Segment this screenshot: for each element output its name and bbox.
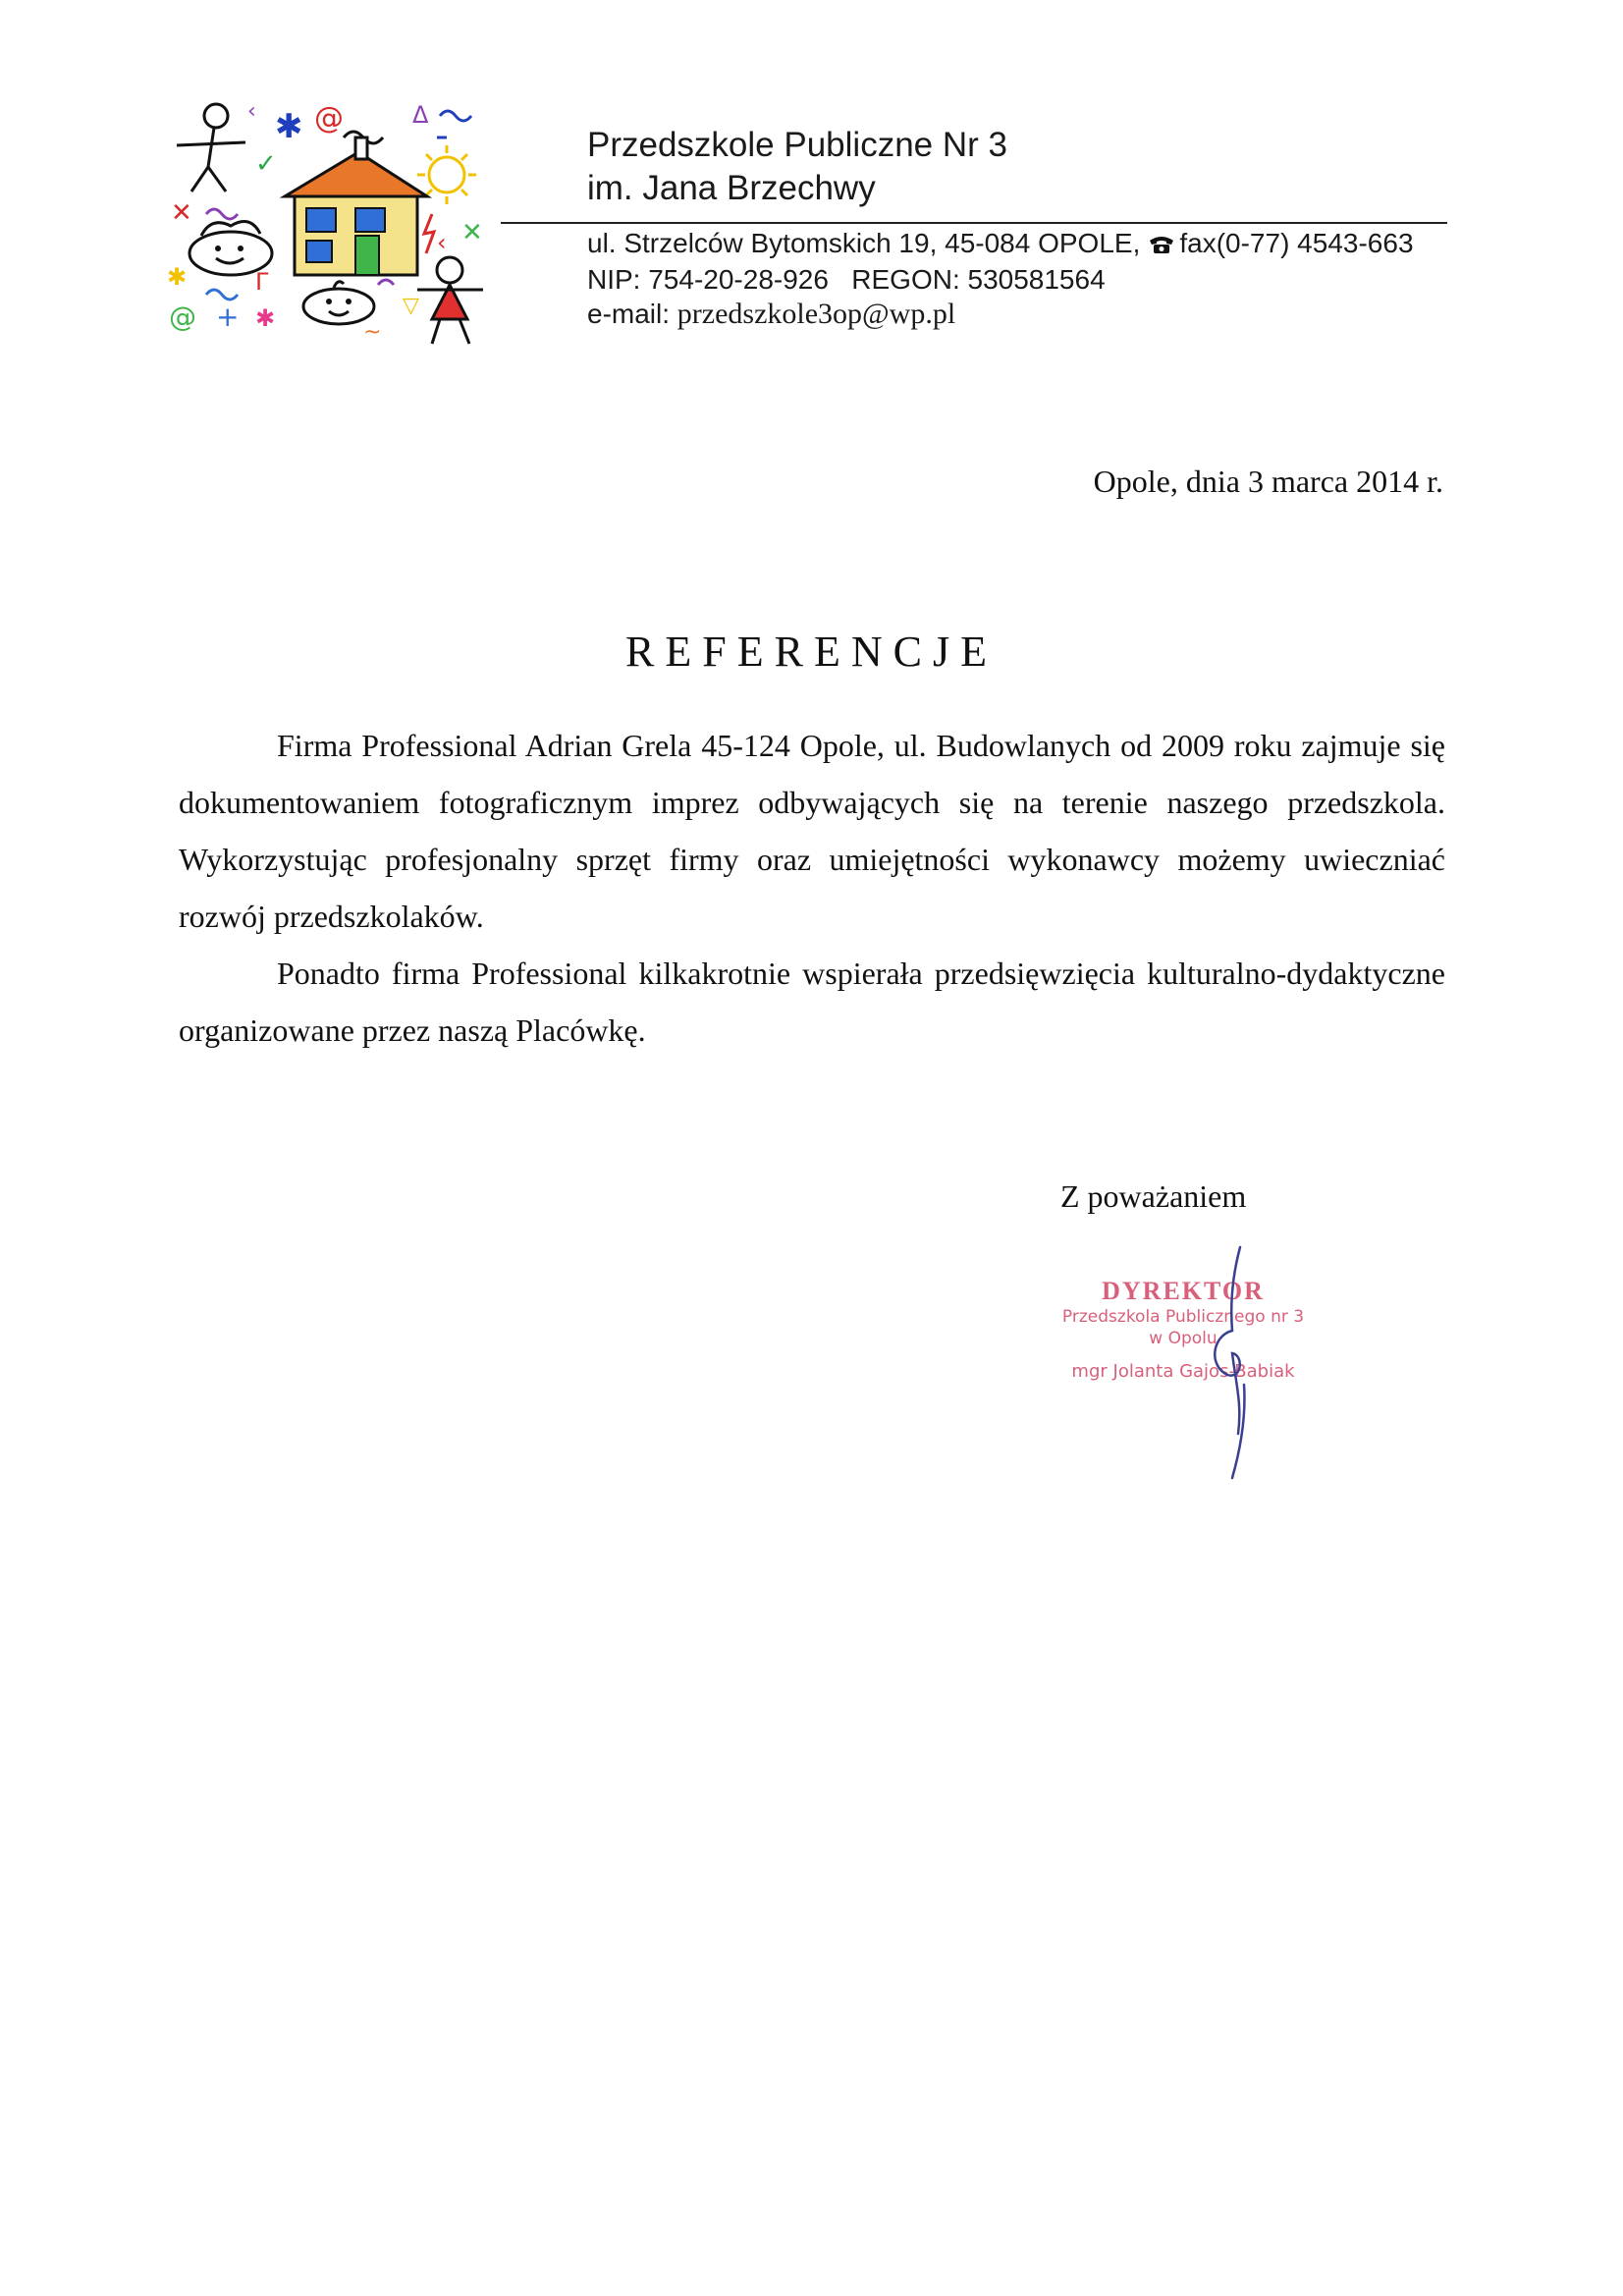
email-label: e-mail: [587,299,677,329]
svg-text:~: ~ [363,320,382,345]
svg-text:Γ: Γ [255,268,269,296]
svg-text:Δ: Δ [412,101,429,129]
svg-text:✓: ✓ [255,149,277,179]
address: ul. Strzelców Bytomskich 19, 45-084 OPOLE, [587,228,1141,258]
svg-text:✱: ✱ [255,304,276,332]
stamp-title: DYREKTOR [1102,1277,1265,1305]
stamp-director-name: mgr Jolanta Gajos-Babiak [1071,1361,1295,1382]
svg-text:✱: ✱ [275,107,303,146]
org-patron: im. Jana Brzechwy [587,169,876,207]
svg-text:‹: ‹ [437,229,447,256]
closing-salutation: Z poważaniem [1060,1178,1247,1214]
svg-text:+: + [216,301,240,333]
body-paragraph-2: Ponadto firma Professional kilkakrotnie wspierała przedsięwzięcia kulturalno-dydaktyczne organizowane przez naszą Placówkę. [179,956,1445,1048]
telephone-icon [1148,228,1175,262]
svg-text:@: @ [314,101,344,136]
document-title: REFERENCJE [625,628,998,676]
letterhead-organization [587,124,1007,210]
svg-text:✕: ✕ [171,198,192,228]
letterhead-contact [587,226,1414,331]
body-paragraph-1: Firma Professional Adrian Grela 45-124 Opole, ul. Budowlanych od 2009 roku zajmuje się dokumentowaniem fotograficznym imprez odbywających się na terenie naszego przedszkola. Wykorzystując profesjonalny sprzęt firmy oraz umiejętności wykonawcy możemy uwieczniać rozwój przedszkolaków. [179,728,1445,934]
address-line [587,226,1414,262]
stamp-institution: Przedszkola Publicznego nr 3 [1061,1307,1305,1327]
kindergarten-logo-icon [167,98,501,354]
svg-text:@: @ [169,301,196,333]
letter-body [179,717,1445,1059]
director-stamp [1041,1277,1325,1382]
svg-text:‹: ‹ [247,99,256,124]
fax-number: fax(0-77) 4543-663 [1179,228,1414,258]
letterhead-divider [501,222,1447,224]
stamp-city: w Opolu [1149,1329,1217,1348]
email-address: przedszkole3op@wp.pl [676,298,956,330]
svg-text:✱: ✱ [167,263,188,291]
email-line [587,297,1414,331]
svg-text:✕: ✕ [461,218,483,247]
tax-ids: NIP: 754-20-28-926 REGON: 530581564 [587,264,1106,295]
org-name: Przedszkole Publiczne Nr 3 [587,126,1007,164]
date-place: Opole, dnia 3 marca 2014 r. [1093,464,1443,499]
handwritten-signature-icon [1203,1237,1262,1483]
svg-text:▽: ▽ [403,294,419,318]
